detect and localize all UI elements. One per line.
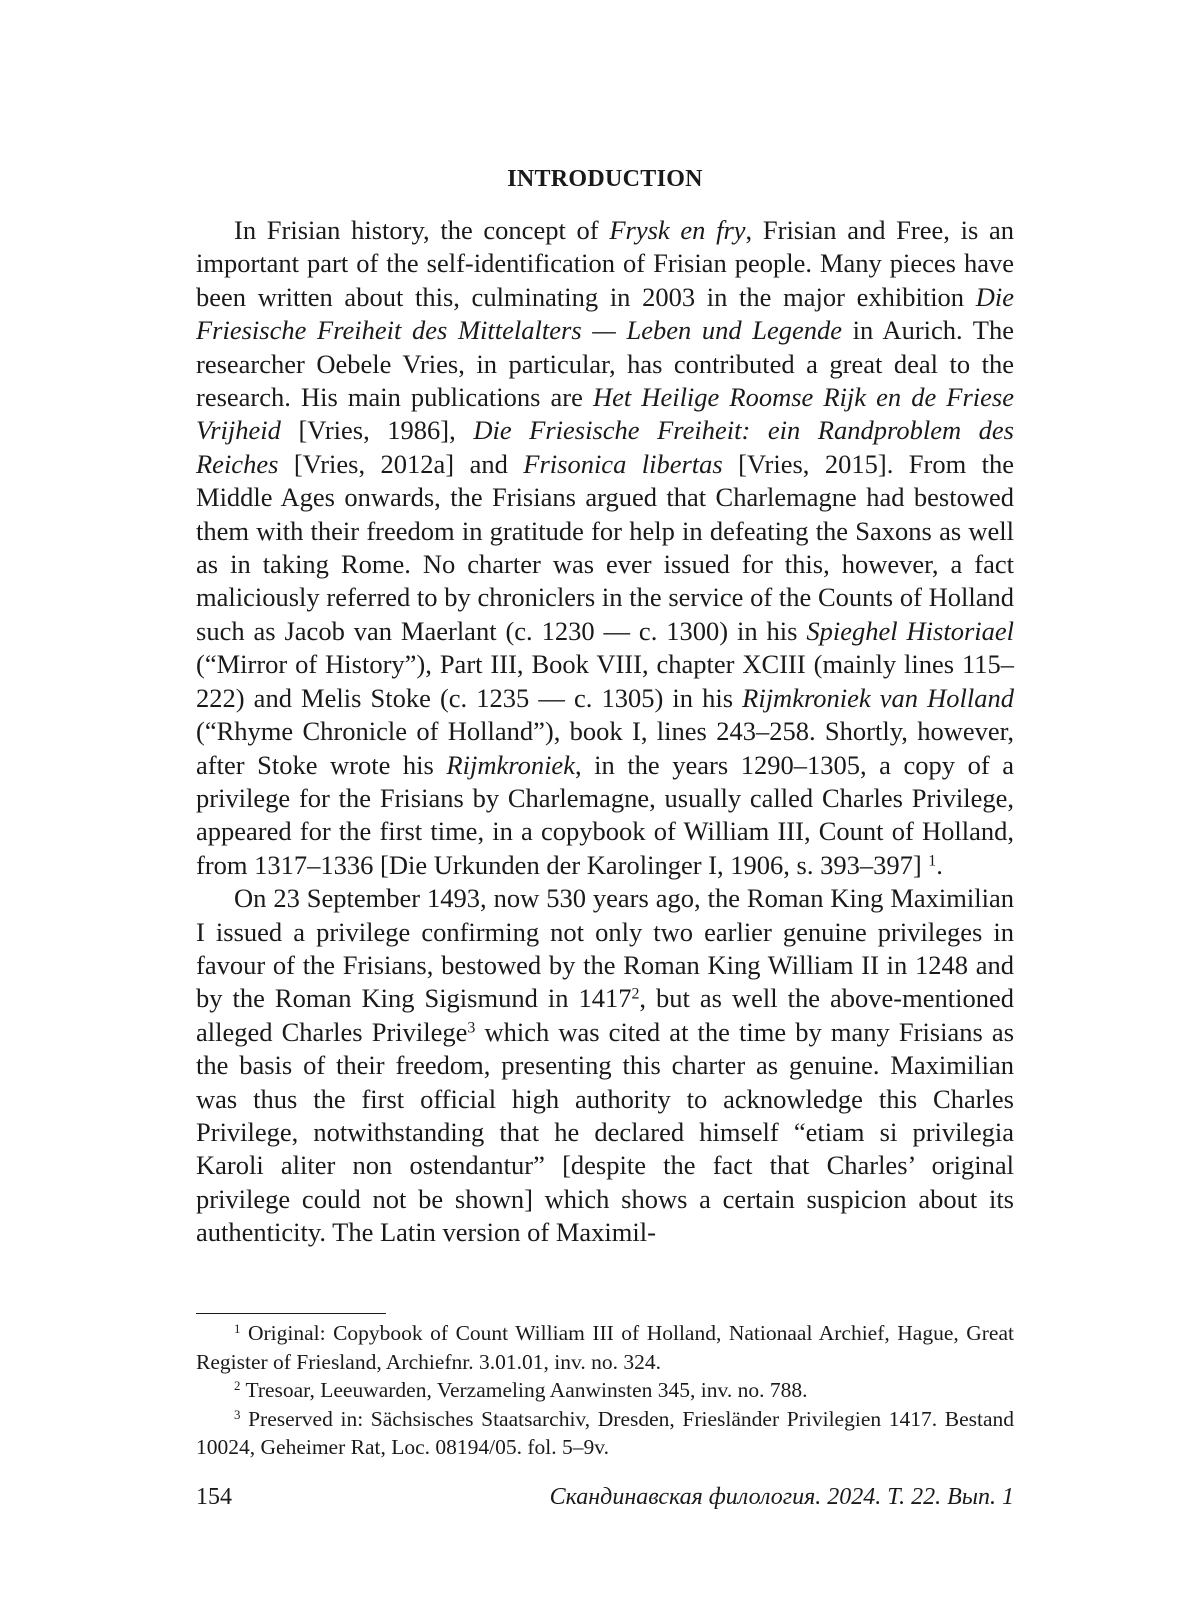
paragraph-1 — [196, 214, 1014, 882]
text-span: , but as well the above-mentioned alleged Charles Privilege — [196, 983, 1014, 1047]
footnote-number: 1 — [234, 1321, 241, 1336]
footnote-number: 2 — [234, 1378, 241, 1393]
text-span: , in the years 1290–1305, a copy of a privilege for the Frisians by Charlemagne, usually called Charles Privilege, appeared for the first time, in a copybook of William III, Count of Holland, from 1317–1336 [Die Urkunden der Karolinger I, 1906, s. 393–397] — [196, 749, 1014, 880]
text-span: . — [936, 849, 943, 880]
text-span: which was cited at the time by many Frisians as the basis of their freedom, presenting this charter as genuine. Maximilian was thus the first official high authority to acknowledge this Charles Privilege, notwithstanding that he declared himself “etiam si privilegia Karoli aliter non ostendantur” [despite the fact that Charles’ original privilege could not be shown] which shows a certain suspicion about its authenticity. The Latin version of Maximil- — [196, 1016, 1015, 1248]
footnotes — [196, 1319, 1014, 1462]
text-span: [Vries, 1986], — [280, 415, 474, 446]
page-number: 154 — [196, 1484, 232, 1510]
footnote-divider — [196, 1313, 386, 1314]
text-span: [Vries, 2012a] and — [278, 448, 524, 479]
italic-title: Frysk en fry — [609, 215, 746, 245]
footnote-number: 3 — [234, 1407, 241, 1422]
footnote-3 — [196, 1405, 1014, 1462]
text-span: (“Rhyme Chronicle of Holland”), book I, lines 243–258. Shortly, however, after Stoke wrote his — [196, 716, 1014, 780]
footnote-1 — [196, 1319, 1014, 1376]
italic-title: Het Heilige Roomse Rijk en de Friese Vrijheid — [196, 382, 1014, 446]
footnote-text: Tresoar, Leeuwarden, Verzameling Aanwinsten 345, inv. no. 788. — [240, 1378, 808, 1402]
footnote-ref-2[interactable]: 2 — [631, 985, 640, 1003]
footnote-2 — [196, 1376, 1014, 1405]
footnote-ref-3[interactable]: 3 — [467, 1019, 476, 1037]
footnote-text: Original: Copybook of Count William III of Holland, Nationaal Archief, Hague, Great Register of Friesland, Archiefnr. 3.01.01, inv. no. 324. — [196, 1321, 1014, 1374]
italic-title: Rijmkroniek van Holland — [742, 682, 1014, 713]
text-span: (“Mirror of History”), Part III, Book VIII, chapter XCIII (mainly lines 115–222) and Melis Stoke (c. 1235 — c. 1305) in his — [196, 649, 1014, 713]
italic-title: Spieghel Historiael — [806, 615, 1014, 646]
running-title: Скандинавская филология. 2024. Т. 22. Вып. 1 — [549, 1484, 1014, 1510]
italic-title: Die Friesische Freiheit des Mittelalters — Leben und Legende — [196, 281, 1014, 346]
text-span: in Aurich. The researcher Oebele Vries, in particular, has contributed a great deal to the research. His main publications are — [196, 315, 1014, 413]
paragraph-2 — [196, 882, 1014, 1249]
text-span: On 23 September 1493, now 530 years ago, the Roman King Maximilian I issued a privilege confirming not only two earlier genuine privileges in favour of the Frisians, bestowed by the Roman King William II in 1248 and by the Roman King Sigismund in 1417 — [196, 883, 1014, 1014]
text-span: [Vries, 2015]. From the Middle Ages onwards, the Frisians argued that Charlemagne had bestowed them with their freedom in gratitude for help in defeating the Saxons as well as in taking Rome. No charter was ever issued for this, however, a fact maliciously referred to by chroniclers in the service of the Counts of Holland such as Jacob van Maerlant (c. 1230 — c. 1300) in his — [196, 448, 1014, 646]
section-heading: INTRODUCTION — [507, 166, 703, 192]
italic-title: Rijmkroniek — [446, 749, 575, 780]
footnote-text: Preserved in: Sächsisches Staatsarchiv, Dresden, Friesländer Privilegien 1417. Bestand 10024, Geheimer Rat, Loc. 08194/05. fol. 5–9v. — [196, 1406, 1014, 1459]
italic-title: Die Friesische Freiheit: ein Randproblem des Reiches — [196, 415, 1014, 479]
body-text — [196, 214, 1014, 1250]
text-span: In Frisian history, the concept of — [234, 215, 610, 245]
text-span: , Frisian and Free, is an important part of the self-identification of Frisian people. Many pieces have been written about this, culminating in 2003 in the major exhibition — [196, 215, 1014, 312]
footnote-ref-1[interactable]: 1 — [928, 851, 937, 869]
italic-title: Frisonica libertas — [523, 448, 723, 479]
